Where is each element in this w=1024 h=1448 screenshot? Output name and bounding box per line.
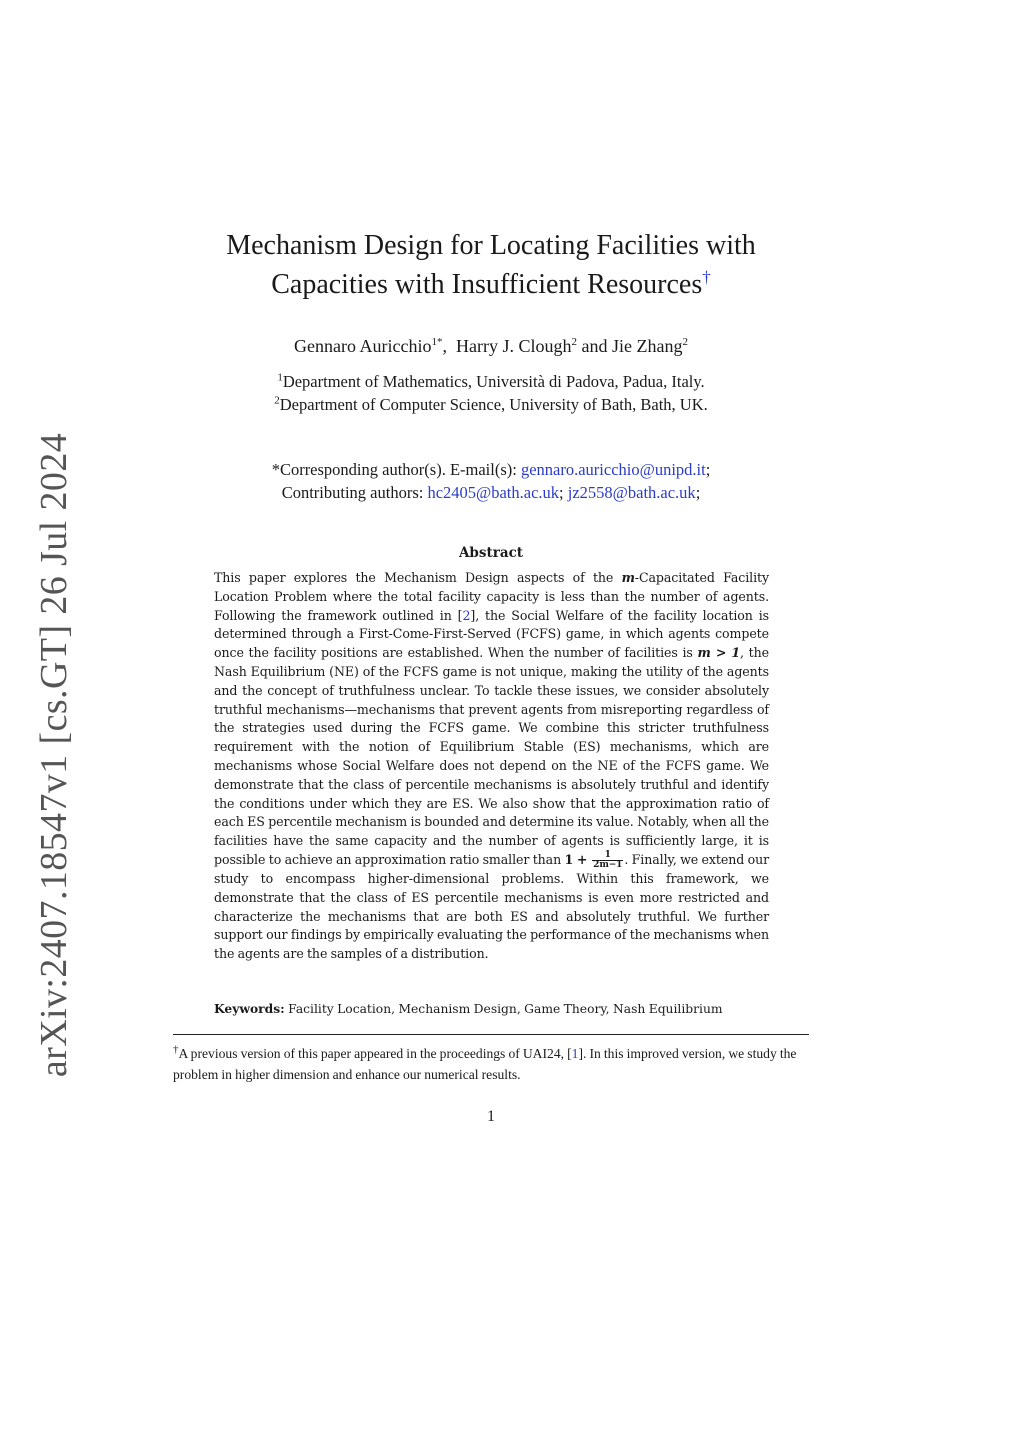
- abstract-part: ], the Social Welfare of the facility location is determined through a First-Come-First-Served (FCFS) game, in which agents compete once the facility positions are established. When the number of facilities is: [214, 607, 770, 661]
- affiliation-mark: 2: [274, 394, 280, 407]
- math-inequality: m > 1: [697, 645, 741, 661]
- footnote-mark: †: [173, 1043, 179, 1056]
- footnote: [173, 1043, 813, 1085]
- author-name: Jie Zhang: [611, 336, 683, 356]
- contributing-authors-line: [160, 481, 822, 504]
- fraction-numerator: 1: [592, 851, 623, 861]
- keywords-line: [214, 1000, 774, 1018]
- affiliation-item: [160, 370, 822, 393]
- corresponding-email-link[interactable]: gennaro.auricchio@unipd.it: [520, 460, 706, 479]
- paper-title: [160, 226, 822, 304]
- fraction-denominator: 2m−1: [593, 859, 623, 870]
- arxiv-identifier-stamp: arXiv:2407.18547v1 [cs.GT] 26 Jul 2024: [33, 432, 75, 1078]
- title-footnote-link[interactable]: †: [702, 267, 711, 287]
- corresponding-label: *Corresponding author(s). E-mail(s):: [271, 460, 521, 479]
- contributing-email-link-2[interactable]: jz2558@bath.ac.uk: [567, 483, 696, 502]
- title-line-1: Mechanism Design for Locating Facilities with: [226, 230, 756, 261]
- abstract-part: , the Nash Equilibrium (NE) of the FCFS game is not unique, making the utility of the agents and the concept of truthfulness unclear. To tackle these issues, we consider absolutely truthful mechanisms—mechanisms that prevent agents from misreporting regardless of the strategies used during the FCFS game. We combine this stricter truthfulness requirement with the notion of Equilibrium Stable (ES) mechanisms, which are mechanisms whose Social Welfare does not depend on the NE of the FCFS game. We demonstrate that the class of percentile mechanisms is absolutely truthful and identify the conditions under which they are ES. We also show that the approximation ratio of each ES percentile mechanism is bounded and determine its value. Notably, when all the facilities have the same capacity and the number of agents is sufficiently large, it is possible to achieve an approximation ratio smaller than: [214, 645, 770, 867]
- author-name: Gennaro Auricchio: [294, 336, 432, 356]
- author-affiliation-mark: 2: [571, 336, 577, 348]
- page-number: 1: [487, 1108, 495, 1125]
- author-affiliation-mark: 2: [682, 336, 688, 348]
- affiliation-text: Department of Mathematics, Università di Padova, Padua, Italy.: [282, 372, 705, 391]
- author-list: [160, 334, 822, 358]
- email-separator: ;: [705, 460, 711, 479]
- abstract-part: -Capacitated Facility Location Problem where the total facility capacity is less than the number of agents. Following the framework outlined in [: [214, 570, 769, 623]
- email-separator: ;: [559, 483, 564, 502]
- contributing-email-link-1[interactable]: hc2405@bath.ac.uk: [427, 483, 560, 502]
- keywords-text: Facility Location, Mechanism Design, Game Theory, Nash Equilibrium: [284, 1002, 723, 1016]
- affiliation-item: [160, 393, 822, 416]
- math-bound-lead: 1 +: [564, 851, 592, 867]
- affiliation-list: [160, 370, 822, 416]
- email-separator: ;: [695, 483, 701, 502]
- keywords-label: Keywords:: [214, 1001, 285, 1016]
- abstract-text: [214, 569, 769, 964]
- citation-link-1[interactable]: 1: [571, 1046, 579, 1061]
- author-name: Harry J. Clough: [455, 336, 572, 356]
- abstract-heading: Abstract: [458, 545, 524, 561]
- affiliation-mark: 1: [277, 371, 283, 384]
- title-line-2: Capacities with Insufficient Resources: [271, 269, 703, 300]
- author-separator: and: [576, 336, 612, 356]
- citation-link-2[interactable]: 2: [462, 607, 471, 623]
- math-fraction: [592, 851, 623, 870]
- footnote-divider: [173, 1034, 809, 1035]
- author-affiliation-mark: 1*: [431, 336, 443, 348]
- affiliation-text: Department of Computer Science, University of Bath, Bath, UK.: [279, 395, 708, 414]
- math-m: m: [621, 570, 635, 585]
- corresponding-author-line: [160, 458, 822, 481]
- footnote-text: A previous version of this paper appeared in the proceedings of UAI24, [: [178, 1046, 572, 1061]
- author-separator: ,: [442, 336, 456, 356]
- abstract-part: . Finally, we extend our study to encompass higher-dimensional problems. Within this framework, we demonstrate that the class of ES percentile mechanisms is even more restricted and characterize the mechanisms that are both ES and absolutely truthful. We further support our findings by empirically evaluating the performance of the mechanisms when the agents are the samples of a distribution.: [214, 851, 770, 962]
- contributing-label: Contributing authors:: [281, 483, 428, 502]
- contact-block: [160, 458, 822, 504]
- footnote-text: ]. In this improved version, we study the problem in higher dimension and enhance our numerical results.: [173, 1046, 797, 1082]
- abstract-part: This paper explores the Mechanism Design aspects of the: [214, 570, 622, 585]
